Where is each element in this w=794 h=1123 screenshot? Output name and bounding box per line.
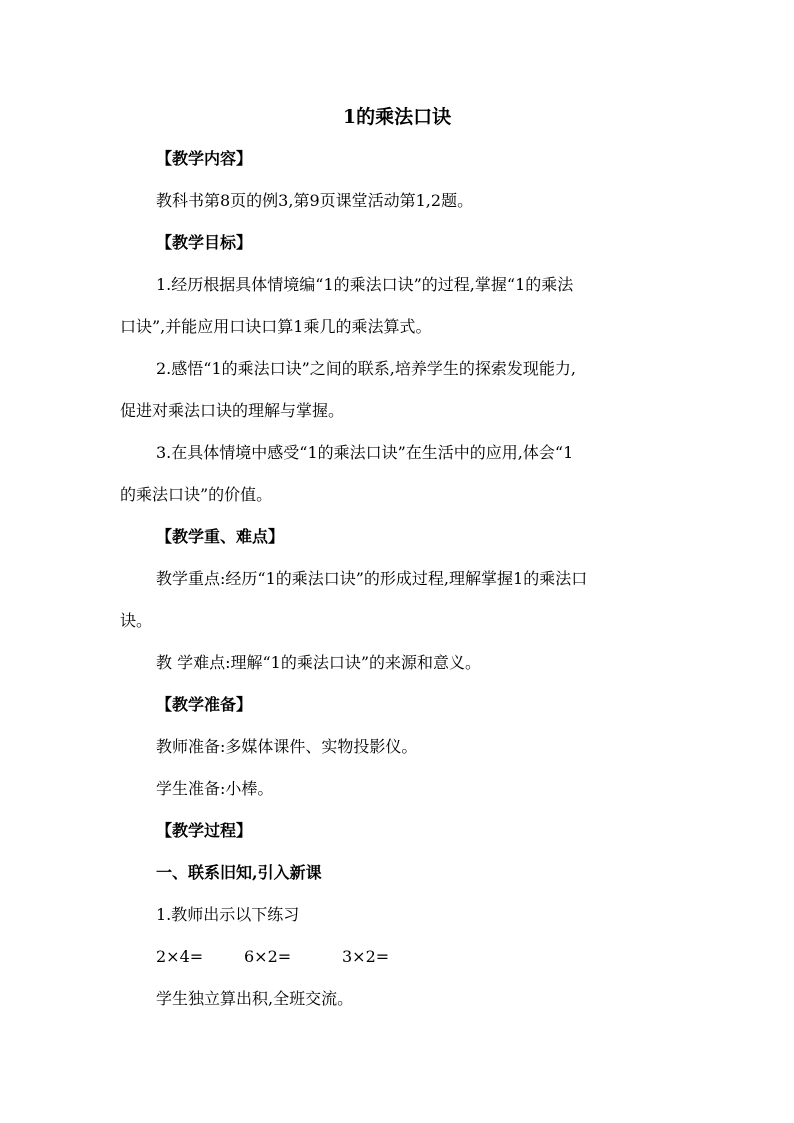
goal-1-line-1: 1.经历根据具体情境编“1的乘法口诀”的过程,掌握“1的乘法 — [156, 275, 574, 294]
goal-3-line-1: 3.在具体情境中感受“1的乘法口诀”在生活中的应用,体会“1 — [156, 443, 574, 462]
section-heading-goals: 【教学目标】 — [156, 233, 253, 252]
goal-2-line-2: 促进对乘法口诀的理解与掌握。 — [120, 401, 345, 420]
difficulty-text: 教 学难点:理解“1的乘法口诀”的来源和意义。 — [156, 653, 482, 672]
section-heading-content: 【教学内容】 — [156, 149, 253, 168]
part-1-heading: 一、联系旧知,引入新课 — [156, 863, 322, 882]
document-title: 1的乘法口诀 — [342, 106, 452, 128]
goal-2-line-1: 2.感悟“1的乘法口诀”之间的联系,培养学生的探索发现能力, — [156, 359, 576, 378]
section-heading-preparation: 【教学准备】 — [156, 695, 253, 714]
key-point-line-1: 教学重点:经历“1的乘法口诀”的形成过程,理解掌握1的乘法口 — [156, 569, 588, 588]
exercise-item: 2×4= — [156, 947, 204, 966]
prep-student: 学生准备:小棒。 — [156, 779, 274, 798]
exercise-item: 6×2= — [244, 947, 292, 966]
section-heading-process: 【教学过程】 — [156, 821, 253, 840]
step-1-note: 学生独立算出积,全班交流。 — [156, 989, 354, 1008]
exercise-row — [156, 946, 680, 968]
step-1-text: 1.教师出示以下练习 — [156, 905, 300, 924]
goal-3-line-2: 的乘法口诀”的价值。 — [120, 485, 273, 504]
content-text: 教科书第8页的例3,第9页课堂活动第1,2题。 — [156, 191, 474, 210]
section-heading-key-points: 【教学重、难点】 — [156, 527, 285, 546]
exercise-item: 3×2= — [342, 947, 390, 966]
goal-1-line-2: 口诀”,并能应用口诀口算1乘几的乘法算式。 — [120, 317, 432, 336]
key-point-line-2: 诀。 — [120, 611, 153, 630]
prep-teacher: 教师准备:多媒体课件、实物投影仪。 — [156, 737, 418, 756]
